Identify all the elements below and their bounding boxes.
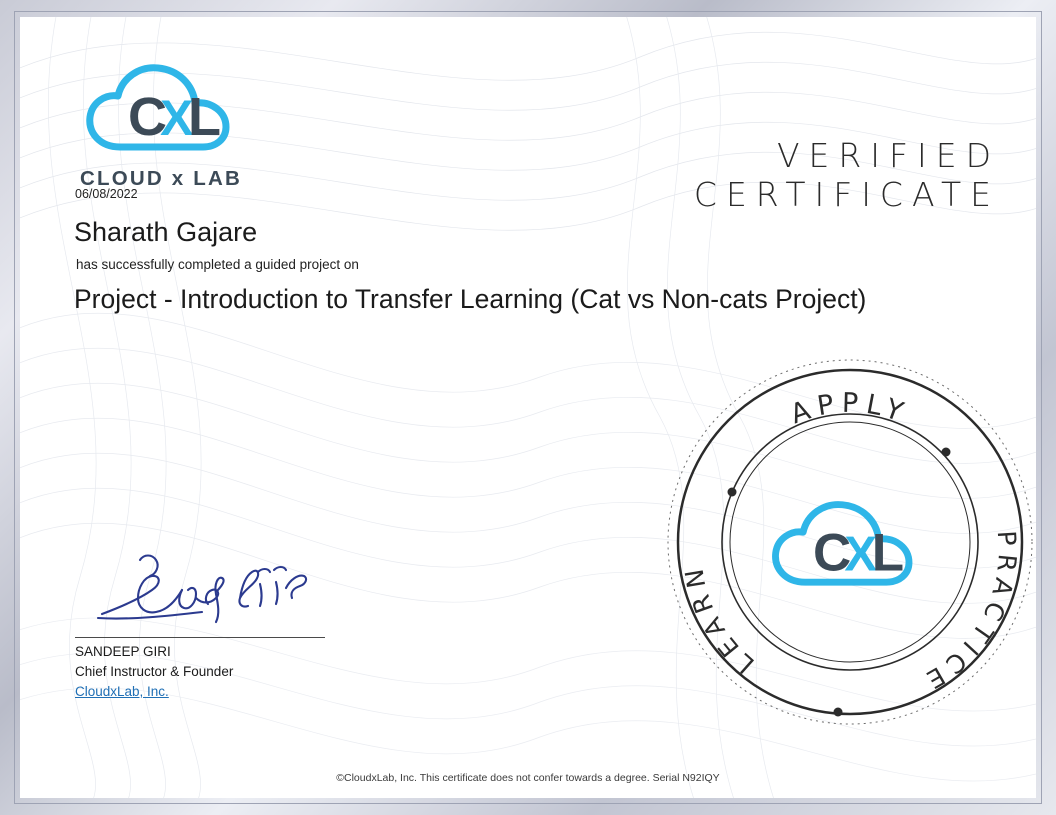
svg-text:X: X (844, 527, 878, 582)
footer-disclaimer: ©CloudxLab, Inc. This certificate does not confer towards a degree. Serial N92IQY (336, 772, 720, 784)
issue-date: 06/08/2022 (75, 187, 138, 201)
seal-word-apply: APPLY (786, 387, 914, 431)
cloudxlab-logo (76, 55, 276, 191)
certificate-paper (20, 17, 1036, 798)
seal-word-practice: PRACTICE (915, 529, 1023, 698)
svg-text:C: C (128, 87, 167, 147)
heading-line-certificate: CERTIFICATE (693, 174, 1000, 214)
logo-wordmark: CLOUD x LAB (80, 167, 243, 190)
svg-text:APPLY (787, 388, 914, 431)
seal-word-learn: LEARN (678, 560, 760, 680)
verified-certificate-heading (694, 137, 1000, 215)
svg-text:L: L (188, 87, 221, 147)
signature-image (90, 542, 320, 630)
svg-text:L: L (871, 523, 905, 583)
signer-role: Chief Instructor & Founder (75, 664, 234, 679)
svg-text:X: X (160, 90, 194, 146)
svg-text:C: C (812, 523, 852, 583)
verification-seal (660, 352, 1036, 732)
completion-statement: has successfully completed a guided project on (76, 257, 359, 272)
signature-rule (75, 637, 325, 638)
company-link[interactable]: CloudxLab, Inc. (75, 684, 169, 699)
cxl-cloud-logo-icon (76, 55, 251, 165)
heading-line-verified: VERIFIED (776, 136, 1000, 175)
recipient-name: Sharath Gajare (74, 217, 258, 247)
course-title: Project - Introduction to Transfer Learning (Cat vs Non-cats Project) (74, 284, 867, 314)
signer-name: SANDEEP GIRI (75, 644, 171, 659)
